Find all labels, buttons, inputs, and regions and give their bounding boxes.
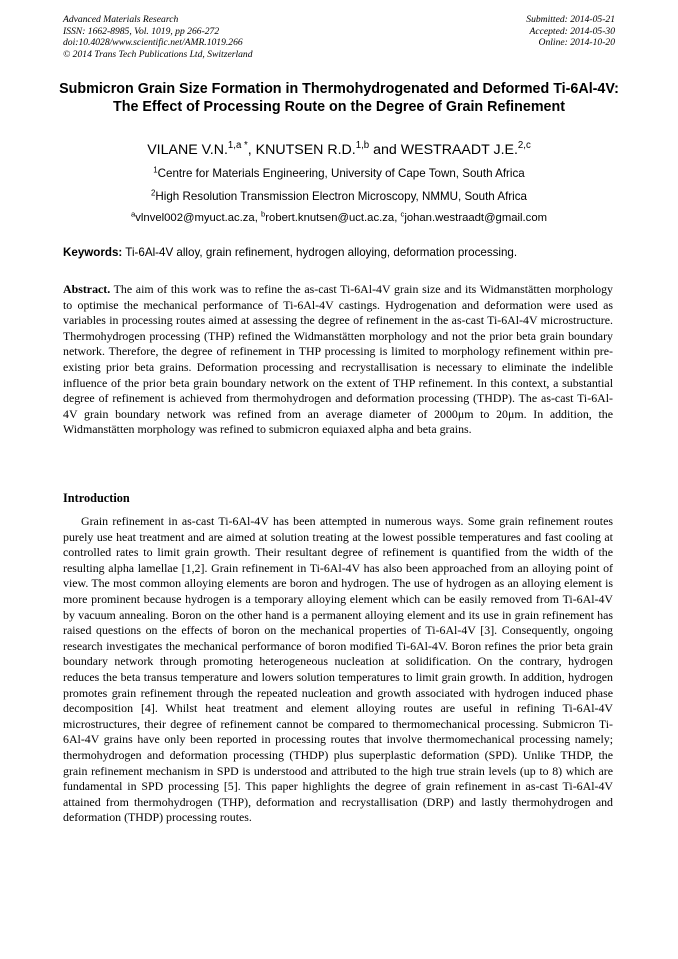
- introduction-paragraph: Grain refinement in as-cast Ti-6Al-4V has been attempted in numerous ways. Some grain refinement routes purely use heat treatment and are aimed at solution treating at the lowest possible temperatures and fast cooling at controlled rates to limit grain growth. Their resultant degree of refinement is quantified from the width of the resulting alpha lamellae [1,2]. Grain refinement in Ti-6Al-4V has also been approached from an alloying point of view. The most common alloying elements are boron and hydrogen. The use of hydrogen as an alloying element is more prominent because hydrogen is a temporary alloying element which can be easily removed from Ti-6Al-4V by vacuum annealing. Boron on the other hand is a permanent alloying element and its use in grain refinement has raised questions on the effects of boron on the mechanical properties of Ti-6Al-4V [3]. Consequently, ongoing research investigates the mechanical performance of boron modified Ti-6Al-4V. Boron refines the prior beta grain boundary network through promoting heterogeneous nucleation at solidification. On the contrary, hydrogen reduces the beta transus temperature and lowers solution temperatures to limit grain growth. In addition, hydrogen promotes grain refinement through the repeated nucleation and growth associated with hydrogen induced phase decomposition [4]. Whilst heat treatment and element alloying routes are useful in refining Ti-6Al-4V microstructures, their degree of refinement cannot be compared to thermomechanical processing. Submicron Ti-6Al-4V grains have only been reported in processing routes that involve thermomechanical processing namely; thermohydrogen and deformation processing (THDP) plus superplastic deformation (SPD). Unlike THDP, the grain refinement mechanism in SPD is understood and attributed to the high true strain levels (up to 8) which are fundamental in SPD processing [5]. This paper highlights the degree of grain refinement in as-cast Ti-6Al-4V attained from thermohydrogen (THP), deformation and recrystallisation (DRP) and lastly thermohydrogen and deformation (THDP) processing routes.: [63, 514, 613, 825]
- email-separator: ,: [394, 212, 401, 224]
- email-marker: b: [261, 209, 266, 219]
- publication-dates: [526, 14, 615, 49]
- abstract: [63, 282, 613, 438]
- journal-copyright: © 2014 Trans Tech Publications Ltd, Switzerland: [63, 48, 253, 60]
- journal-info: [63, 14, 253, 60]
- submitted-date: Submitted: 2014-05-21: [526, 14, 615, 25]
- abstract-text: The aim of this work was to refine the as-cast Ti-6Al-4V grain size and its Widmanstätten morphology to optimise the mechanical performance of Ti-6Al-4V castings. Hydrogenation and deformation were used as variables in processing routes aimed at assessing the degree of refinement in the as-cast Ti-6Al-4V microstructure. Thermohydrogen processing (THP) refined the Widmanstätten morphology and not the prior beta grain boundary network. Therefore, the degree of refinement in THP processing is limited to morphology refinement within pre-existing prior beta grains. Deformation processing and recrystallisation is necessary to eliminate the indelible influence of the prior beta grain boundary network on the extent of THP refinement. In this context, a substantial degree of refinement is achieved from thermohydrogen and deformation processing (THDP). The as-cast Ti-6Al-4V grain boundary network was refined from an average diameter of 2000μm to 20μm. In addition, the Widmanstätten morphology was refined to submicron equiaxed alpha and beta grains.: [63, 282, 613, 437]
- author-separator: ,: [247, 142, 256, 158]
- keywords: [63, 246, 623, 260]
- affiliation-marker: 2: [151, 188, 156, 198]
- affiliation-text: High Resolution Transmission Electron Microscopy, NMMU, South Africa: [155, 190, 527, 203]
- author-name: VILANE V.N.: [147, 142, 228, 158]
- author-line: [40, 141, 638, 159]
- affiliation: [40, 167, 638, 181]
- author-emails: [40, 211, 638, 225]
- author-separator: and: [369, 142, 401, 158]
- author-affiliation-marker: 1,a *: [227, 140, 248, 152]
- journal-doi: doi:10.4028/www.scientific.net/AMR.1019.266: [63, 37, 243, 48]
- section-heading-introduction: Introduction: [63, 491, 130, 505]
- email-marker: a: [130, 209, 136, 219]
- author-name: KNUTSEN R.D.: [255, 142, 356, 158]
- author-affiliation-marker: 1,b: [355, 140, 370, 152]
- email-address[interactable]: robert.knutsen@uct.ac.za: [265, 212, 395, 224]
- affiliation-marker: 1: [153, 165, 158, 175]
- keywords-label: Keywords:: [63, 246, 123, 259]
- journal-name: Advanced Materials Research: [63, 14, 179, 25]
- email-address[interactable]: johan.westraadt@gmail.com: [404, 212, 548, 224]
- accepted-date: Accepted: 2014-05-30: [529, 25, 615, 37]
- online-date: Online: 2014-10-20: [538, 37, 615, 48]
- affiliation-text: Centre for Materials Engineering, University of Cape Town, South Africa: [157, 167, 525, 180]
- abstract-label: Abstract.: [63, 282, 111, 296]
- email-separator: ,: [254, 212, 261, 224]
- email-marker: c: [400, 209, 405, 219]
- author-affiliation-marker: 2,c: [517, 140, 531, 152]
- keywords-text: Ti-6Al-4V alloy, grain refinement, hydrogen alloying, deformation processing.: [125, 246, 518, 259]
- journal-issn: ISSN: 1662-8985, Vol. 1019, pp 266-272: [63, 25, 220, 37]
- email-address[interactable]: vlnvel002@myuct.ac.za: [135, 212, 255, 224]
- affiliation: [40, 190, 638, 204]
- paper-title: Submicron Grain Size Formation in Thermohydrogenated and Deformed Ti-6Al-4V: The Effect of Processing Route on the Degree of Grain Refinement: [59, 81, 619, 115]
- author-name: WESTRAADT J.E.: [400, 142, 518, 158]
